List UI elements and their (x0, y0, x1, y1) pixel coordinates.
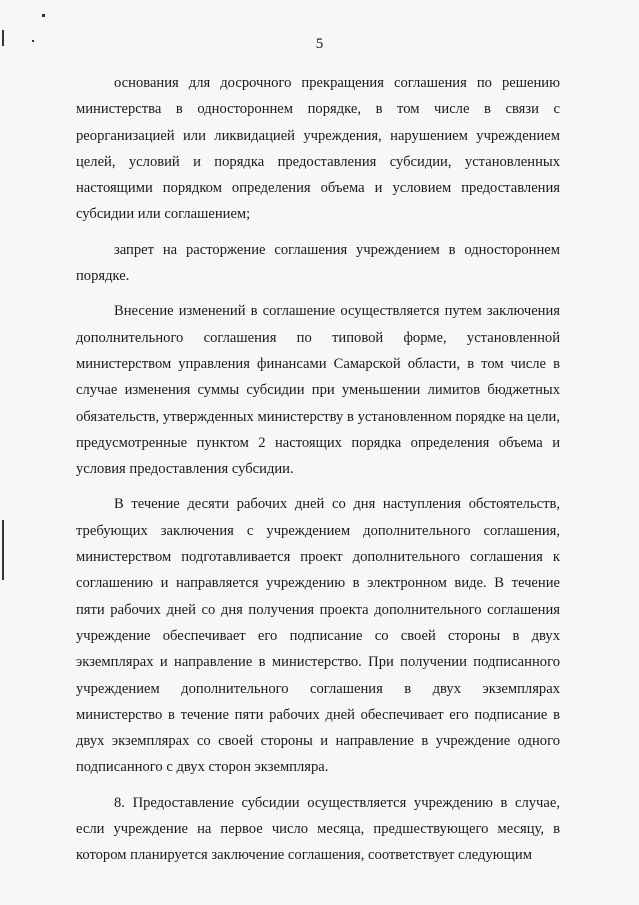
paragraph-prohibition: запрет на расторжение соглашения учреждением в одностороннем порядке. (76, 241, 560, 285)
paragraph-amendments: Внесение изменений в соглашение осуществляется путем заключения дополнительного соглашения по типовой форме, установленной министерством управления финансами Самарской области, в том числе в случае изменения суммы субсидии при уменьшении лимитов бюджетных обязательств, утвержденных министерству в установленном порядке на цели, предусмотренные пунктом 2 настоящих порядка определения объема и условия предоставления субсидии. (76, 303, 560, 478)
paragraph-timeline: В течение десяти рабочих дней со дня наступления обстоятельств, требующих заключения с учреждением дополнительного соглашения, министерством подготавливается проект дополнительного соглашения к соглашению и направляется учреждению в электронном виде. В течение пяти рабочих дней со дня получения проекта дополнительного соглашения учреждение обеспечивает его подписание со своей стороны в двух экземплярах и направление в министерство. При получении подписанного учреждением дополнительного соглашения в двух экземплярах министерство в течение пяти рабочих дней обеспечивает его подписание в двух экземплярах со своей стороны и направление в учреждение одного подписанного с двух сторон экземпляра. (76, 496, 560, 776)
page-number: 5 (315, 36, 324, 52)
paragraph-item-8: 8. Предоставление субсидии осуществляется учреждению в случае, если учреждение на первое число месяца, предшествующего месяцу, в котором планируется заключение соглашения, соответствует следующим (76, 794, 560, 864)
scan-artifact (42, 14, 45, 17)
scan-artifact (2, 520, 4, 580)
document-body (76, 70, 560, 878)
paragraph-continuation: основания для досрочного прекращения соглашения по решению министерства в одностороннем порядке, в том числе в связи с реорганизацией или ликвидацией учреждения, нарушением учреждением целей, условий и порядка предоставления субсидии, установленных настоящими порядком определения объема и условием предоставления субсидии или соглашением; (76, 75, 560, 223)
